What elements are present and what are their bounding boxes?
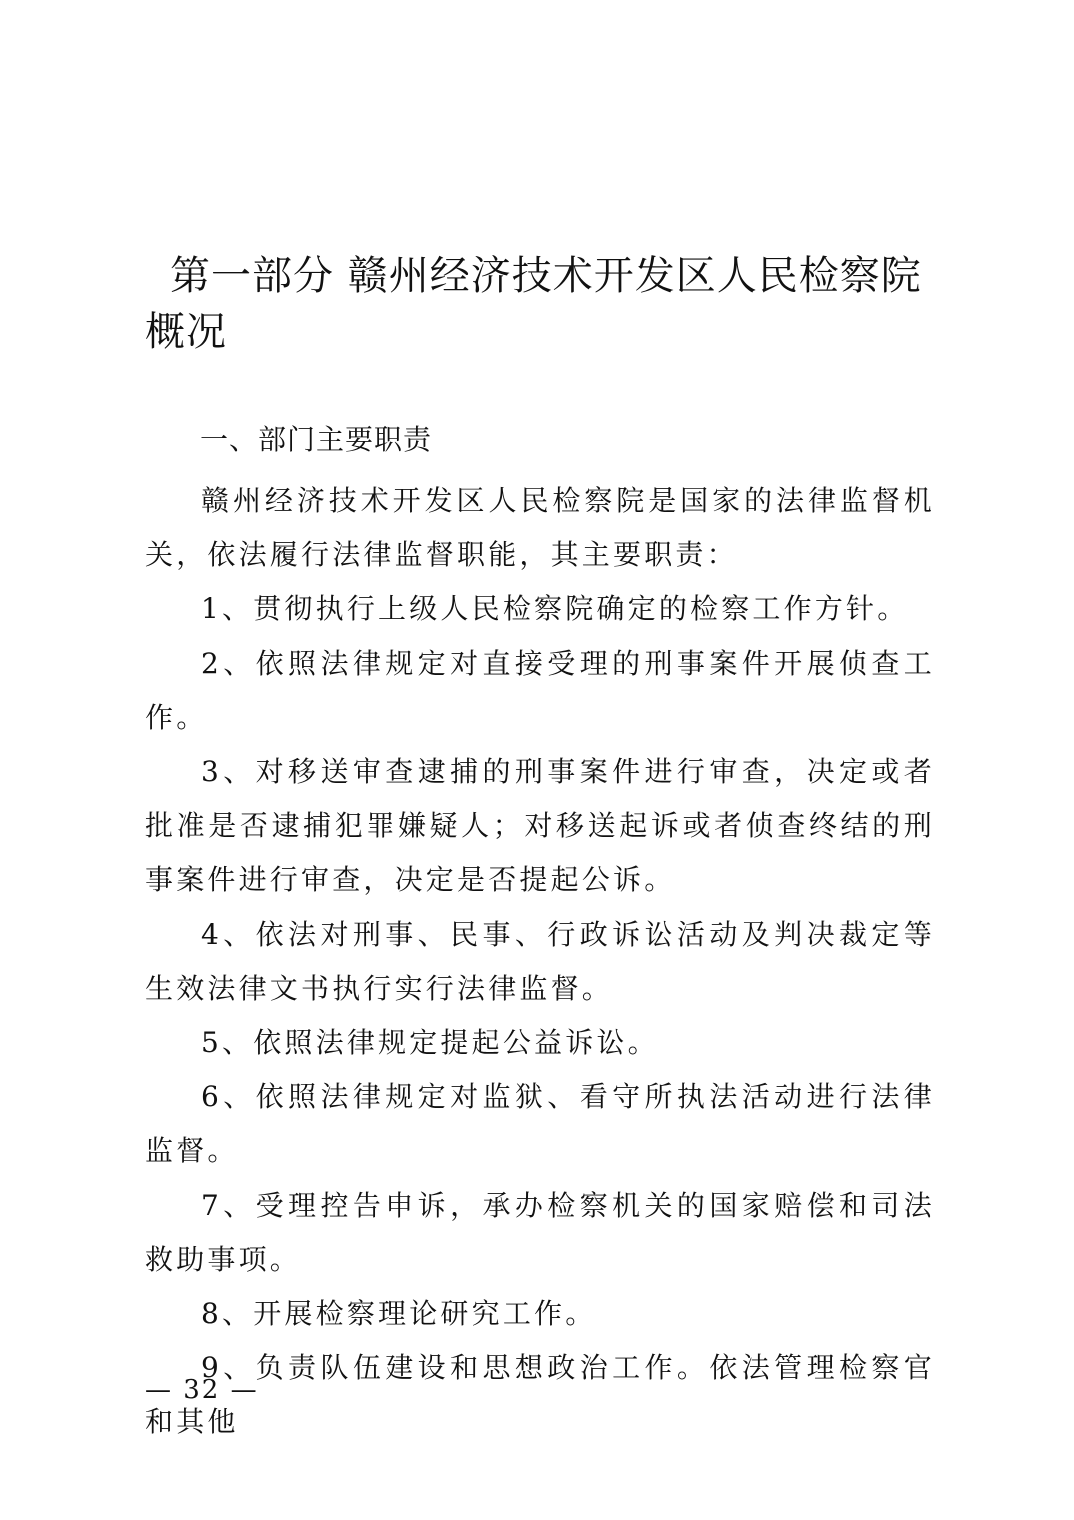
paragraph-item-3: 3、对移送审查逮捕的刑事案件进行审查，决定或者批准是否逮捕犯罪嫌疑人；对移送起诉或者侦查终结的刑事案件进行审查，决定是否提起公诉。 (145, 755, 935, 897)
paragraph-item-8: 8、开展检察理论研究工作。 (201, 1297, 597, 1331)
page-number: — 32 — (145, 1375, 259, 1405)
section-heading: 一、部门主要职责 (200, 423, 433, 456)
paragraph-item-9: 9、负责队伍建设和思想政治工作。依法管理检察官和其他 (145, 1351, 935, 1439)
paragraph-item-6: 6、依照法律规定对监狱、看守所执法活动进行法律监督。 (145, 1080, 935, 1168)
paragraph-item-2: 2、依照法律规定对直接受理的刑事案件开展侦查工作。 (145, 646, 935, 734)
paragraph-item-5: 5、依照法律规定提起公益诉讼。 (201, 1026, 659, 1060)
body-text (145, 474, 935, 1450)
paragraph-item-1: 1、贯彻执行上级人民检察院确定的检察工作方针。 (201, 592, 909, 626)
paragraph-item-4: 4、依法对刑事、民事、行政诉讼活动及判决裁定等生效法律文书执行实行法律监督。 (145, 917, 935, 1005)
page-title: 第一部分 赣州经济技术开发区人民检察院概况 (145, 253, 922, 355)
paragraph-item-7: 7、受理控告申诉，承办检察机关的国家赔偿和司法救助事项。 (145, 1188, 935, 1276)
paragraph-intro: 赣州经济技术开发区人民检察院是国家的法律监督机关，依法履行法律监督职能，其主要职责： (145, 484, 935, 572)
